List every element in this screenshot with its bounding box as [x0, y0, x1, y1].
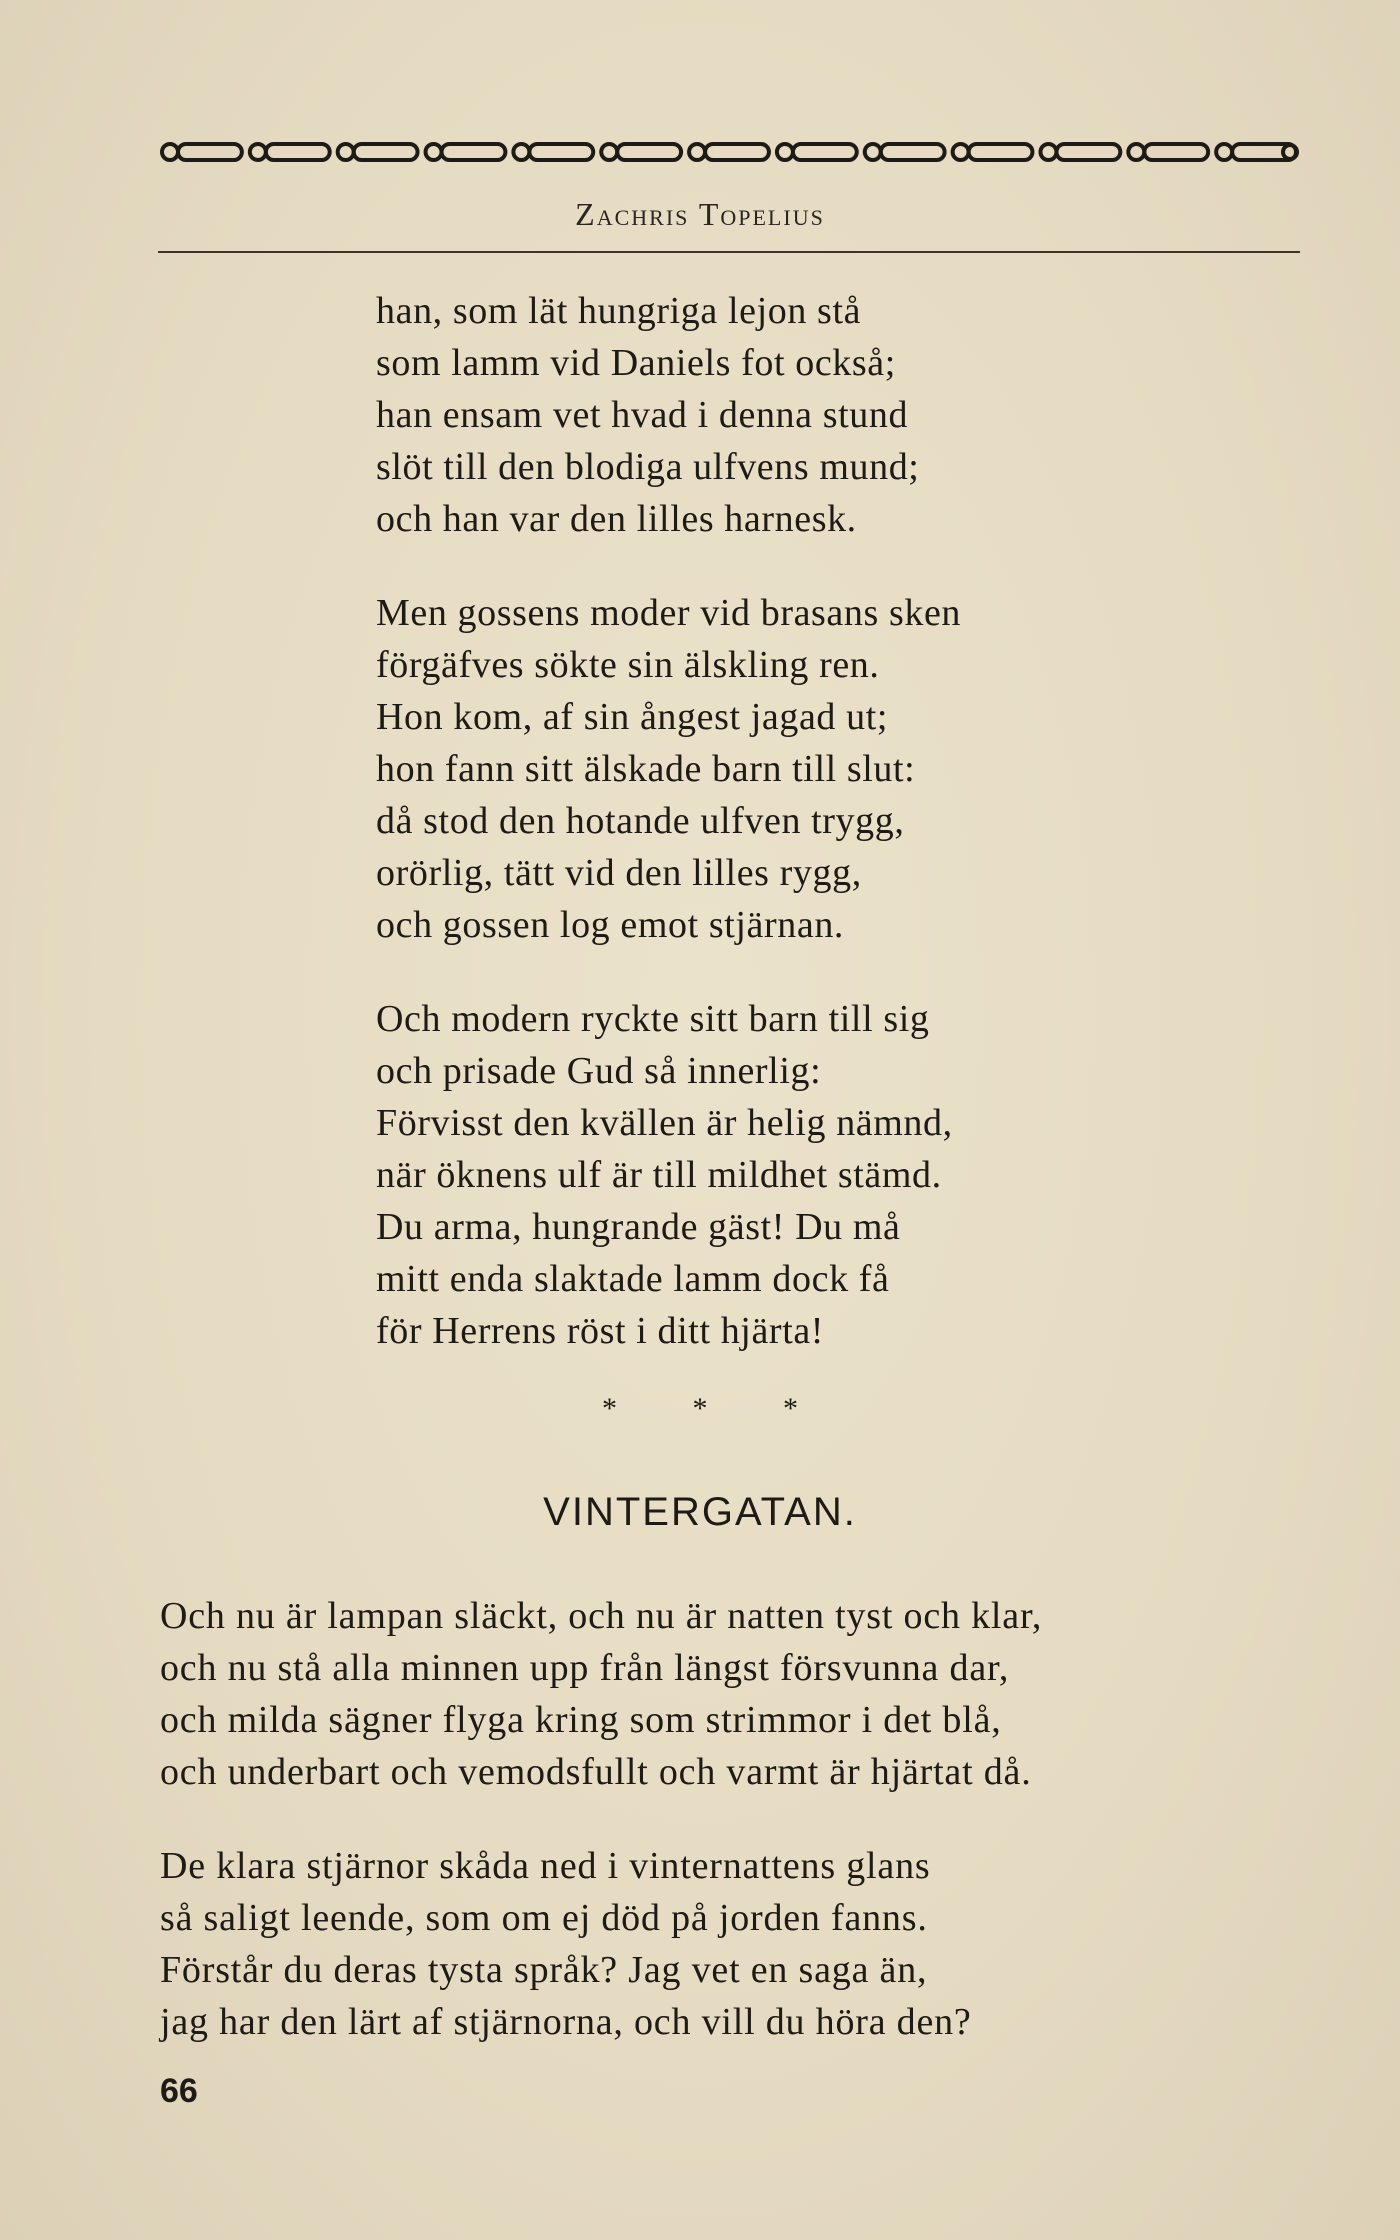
section-separator: * * *	[602, 1392, 832, 1425]
verse-line: mitt enda slaktade lamm dock få	[376, 1258, 890, 1300]
running-head: Zachris Topelius	[575, 196, 825, 232]
verse-line: Du arma, hungrande gäst! Du må	[376, 1206, 901, 1248]
header-rule	[158, 251, 1300, 253]
verse-line: förgäfves sökte sin älskling ren.	[376, 644, 880, 686]
verse-line: och gossen log emot stjärnan.	[376, 904, 845, 946]
verse-line: orörlig, tätt vid den lilles rygg,	[376, 852, 862, 894]
verse-line: slöt till den blodiga ulfvens mund;	[376, 446, 920, 488]
verse-line: när öknens ulf är till mildhet stämd.	[376, 1154, 942, 1196]
verse-line: och milda sägner flyga kring som strimmor i det blå,	[160, 1699, 1002, 1741]
page-number: 66	[160, 2072, 198, 2110]
stanza-2	[160, 1840, 1042, 2048]
chain-border-ornament-icon	[158, 138, 1300, 166]
verse-line: Förvisst den kvällen är helig nämnd,	[376, 1102, 953, 1144]
stanza-1	[160, 1590, 1042, 1798]
verse-line: så saligt leende, som om ej död på jorden fanns.	[160, 1897, 928, 1939]
verse-line: och han var den lilles harnesk.	[376, 498, 857, 540]
verse-line: jag har den lärt af stjärnorna, och vill du höra den?	[160, 2001, 972, 2043]
verse-line: som lamm vid Daniels fot också;	[376, 342, 896, 384]
verse-line: han ensam vet hvad i denna stund	[376, 394, 909, 436]
verse-line: hon fann sitt älskade barn till slut:	[376, 748, 916, 790]
verse-line: Och nu är lampan släckt, och nu är natten tyst och klar,	[160, 1595, 1043, 1637]
verse-line: Men gossens moder vid brasans sken	[376, 592, 962, 634]
stanza-3	[376, 993, 961, 1357]
verse-line: Och modern ryckte sitt barn till sig	[376, 998, 930, 1040]
verse-line: han, som lät hungriga lejon stå	[376, 290, 862, 332]
verse-line: och underbart och vemodsfullt och varmt är hjärtat då.	[160, 1751, 1032, 1793]
verse-line: och prisade Gud så innerlig:	[376, 1050, 822, 1092]
stanza-2	[376, 587, 961, 951]
verse-line: Förstår du deras tysta språk? Jag vet en saga än,	[160, 1949, 928, 1991]
stanza-1	[376, 285, 961, 545]
verse-line: och nu stå alla minnen upp från längst försvunna dar,	[160, 1647, 1010, 1689]
verse-line: då stod den hotande ulfven trygg,	[376, 800, 905, 842]
poem-vintergatan	[160, 1590, 1042, 2090]
verse-line: för Herrens röst i ditt hjärta!	[376, 1310, 825, 1352]
verse-line: Hon kom, af sin ångest jagad ut;	[376, 696, 889, 738]
poem-title: VINTERGATAN.	[543, 1490, 857, 1534]
verse-line: De klara stjärnor skåda ned i vinternattens glans	[160, 1845, 931, 1887]
poem-continued	[376, 285, 961, 1399]
